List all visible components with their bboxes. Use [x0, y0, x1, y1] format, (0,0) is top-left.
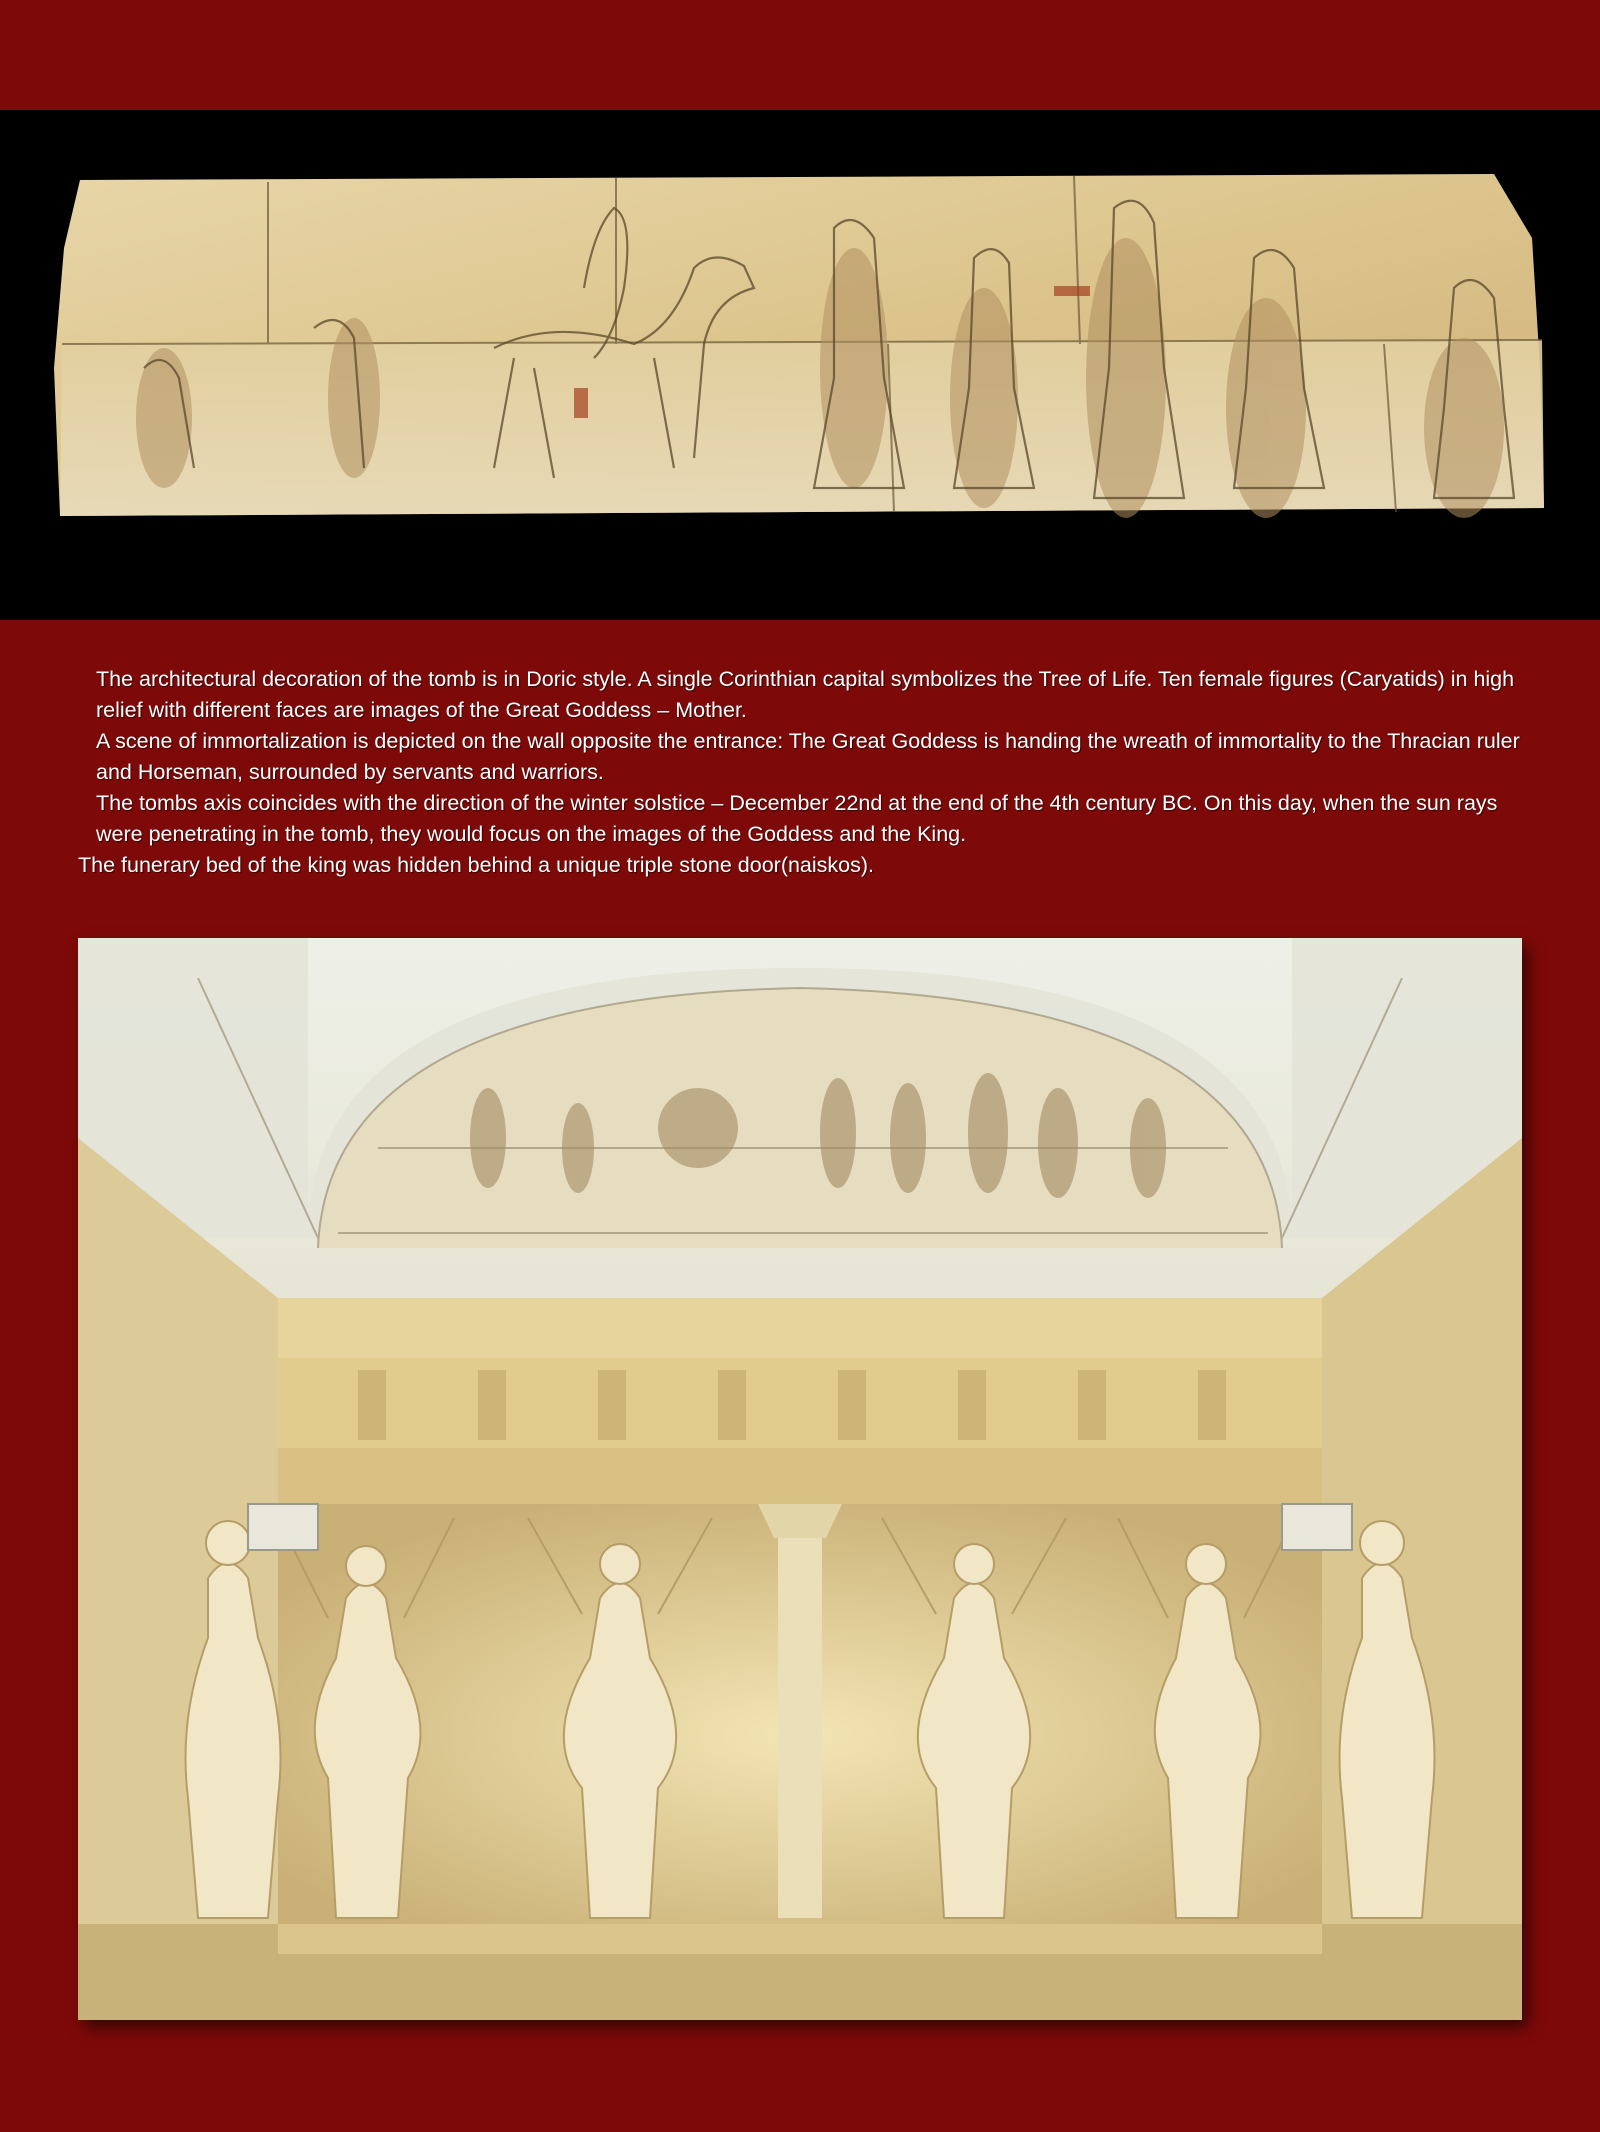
tomb-interior-caryatids-photo-icon	[78, 938, 1522, 2020]
painted-frieze-photo-icon	[54, 168, 1548, 520]
tomb-photo	[78, 938, 1522, 2020]
caption-paragraph-2: A scene of immortalization is depicted on the wall opposite the entrance: The Great Goddess is handing the wreath of immortality to the Thracian ruler and Horseman, surrounded by servants and warriors.	[96, 729, 1520, 784]
caption-paragraph-4: The funerary bed of the king was hidden behind a unique triple stone door(naiskos).	[78, 853, 875, 877]
caption-text	[78, 664, 1528, 881]
frieze-photo	[54, 168, 1548, 520]
caption-paragraph-1: The architectural decoration of the tomb is in Doric style. A single Corinthian capital symbolizes the Tree of Life. Ten female figures (Caryatids) in high relief with different faces are images of the Great Goddess – Mother.	[96, 667, 1515, 722]
caption-paragraph-3: The tombs axis coincides with the direction of the winter solstice – December 22nd at the end of the 4th century BC. On this day, when the sun rays were penetrating in the tomb, they would focus on the images of the Goddess and the King.	[96, 791, 1498, 846]
